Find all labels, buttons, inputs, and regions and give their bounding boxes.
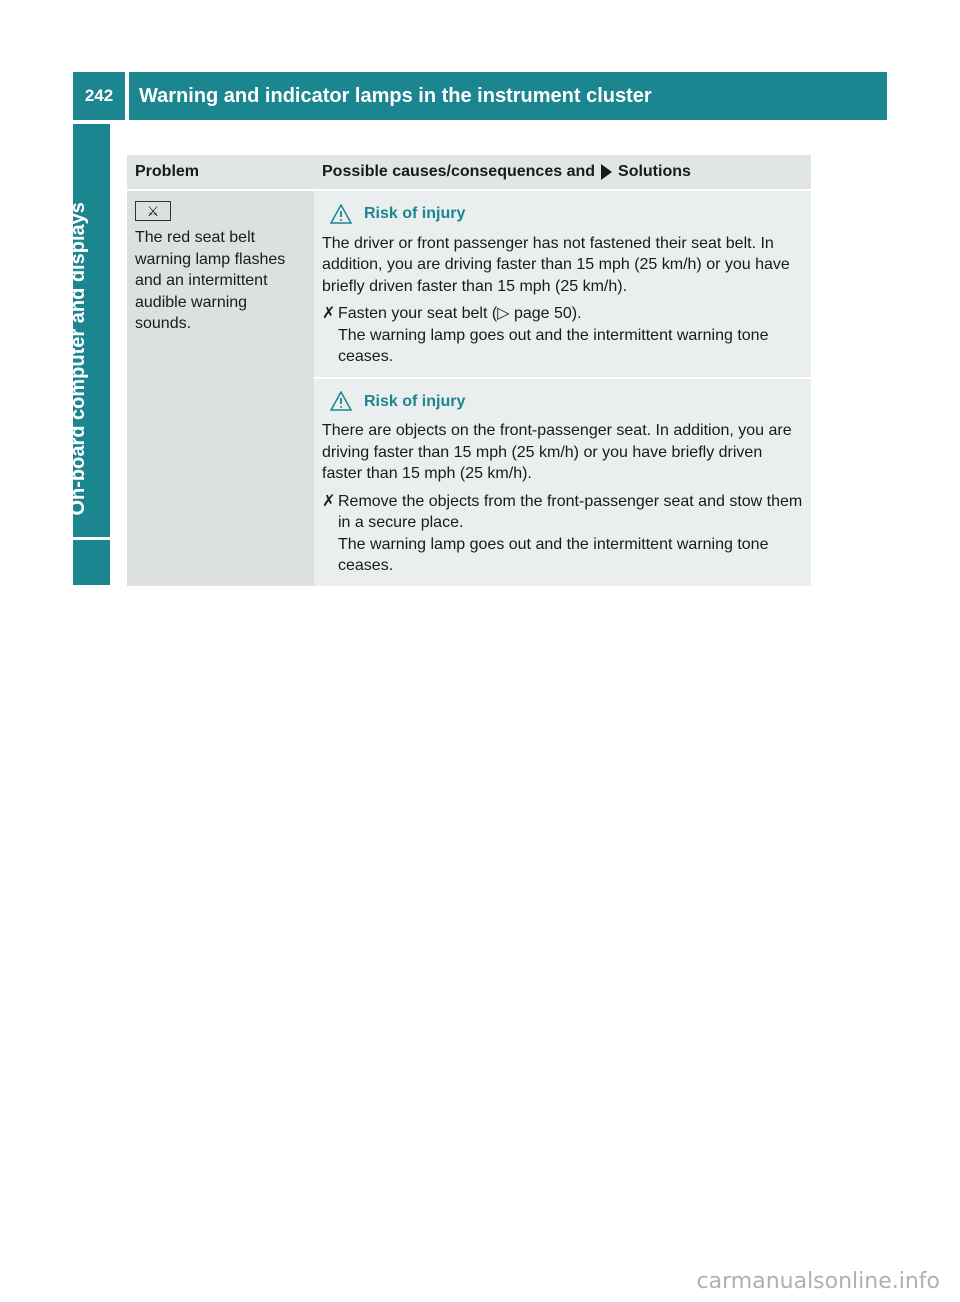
- column-header-solutions-suffix: Solutions: [618, 163, 691, 180]
- cause-text: The driver or front passenger has not fastened their seat belt. In addition, you are driving faster than 15 mph (25 km/h) or you have briefly driven faster than 15 mph (25 km/h).: [322, 234, 790, 295]
- step-text: Fasten your seat belt (▷ page 50).: [338, 305, 582, 322]
- solution-block: [314, 191, 811, 377]
- warning-label: Risk of injury: [364, 392, 466, 410]
- step-item: [322, 491, 803, 577]
- warning-triangle-icon: [330, 204, 352, 224]
- warning-line: [322, 391, 803, 413]
- side-tab: On-board computer and displays: [73, 124, 110, 537]
- seatbelt-warning-icon: ⚔: [135, 201, 171, 221]
- result-text: The warning lamp goes out and the intermittent warning tone ceases.: [338, 535, 769, 574]
- watermark: carmanualsonline.info: [696, 1269, 940, 1294]
- solution-block: [314, 377, 811, 586]
- warning-line: [322, 203, 803, 225]
- warning-table: [127, 155, 811, 586]
- step-item: [322, 303, 803, 368]
- cause-text: There are objects on the front-passenger seat. In addition, you are driving faster than 15 mph (25 km/h) or you have briefly driven faster than 15 mph (25 km/h).: [322, 422, 792, 482]
- problem-text: The red seat belt warning lamp flashes and an intermittent audible warning sounds.: [135, 229, 286, 332]
- column-header-problem: Problem: [135, 163, 200, 180]
- problem-cell: [127, 191, 314, 586]
- table-header: [127, 155, 811, 191]
- step-x-icon: ✗: [322, 492, 336, 510]
- column-header-solutions: [314, 163, 811, 181]
- step-text: Remove the objects from the front-passenger seat and stow them in a secure place.: [338, 492, 803, 531]
- warning-label: Risk of injury: [364, 205, 466, 222]
- table-row: [127, 191, 811, 586]
- warning-triangle-icon: [330, 391, 352, 411]
- solutions-cell: [314, 191, 811, 586]
- step-x-icon: ✗: [322, 305, 336, 322]
- result-text: The warning lamp goes out and the intermittent warning tone ceases.: [338, 326, 769, 365]
- column-header-solutions-prefix: Possible causes/consequences and: [322, 163, 596, 180]
- page-number: 242: [73, 72, 125, 120]
- side-tab-block: [73, 540, 110, 585]
- arrow-right-icon: [601, 164, 612, 180]
- page-title: Warning and indicator lamps in the instrument cluster: [129, 72, 887, 120]
